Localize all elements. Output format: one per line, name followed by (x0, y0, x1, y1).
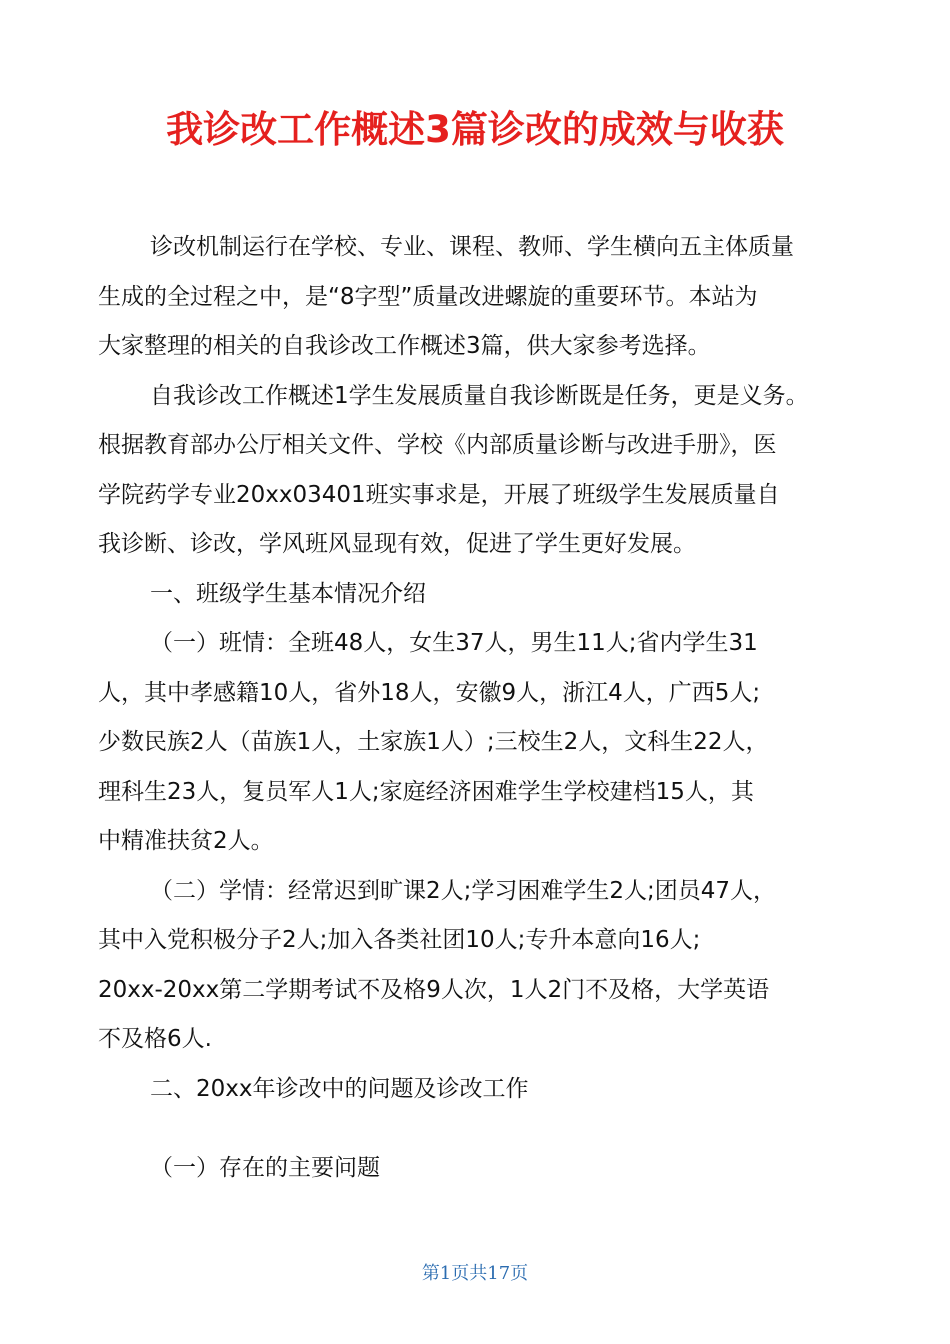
paragraph-line: 大家整理的相关的自我诊改工作概述3篇，供大家参考选择。 (98, 333, 711, 359)
document-title: 我诊改工作概述3篇诊改的成效与收获 (166, 108, 784, 151)
paragraph-line: 自我诊改工作概述1学生发展质量自我诊断既是任务，更是义务。 (150, 383, 809, 409)
paragraph-line: （一）班情：全班48人，女生37人，男生11人;省内学生31 (150, 630, 758, 656)
paragraph-line: 少数民族2人（苗族1人，土家族1人）;三校生2人，文科生22人， (98, 729, 769, 755)
paragraph-line: 人，其中孝感籍10人，省外18人，安徽9人，浙江4人，广西5人; (98, 680, 761, 706)
section-heading: 一、班级学生基本情况介绍 (150, 581, 426, 607)
paragraph-line: 生成的全过程之中，是“8字型”质量改进螺旋的重要环节。本站为 (98, 284, 758, 310)
paragraph-line: 不及格6人. (98, 1026, 212, 1052)
subsection-heading: （一）存在的主要问题 (150, 1155, 380, 1181)
paragraph-line: 20xx-20xx第二学期考试不及格9人次，1人2门不及格，大学英语 (98, 977, 770, 1003)
paragraph-line: 我诊断、诊改，学风班风显现有效，促进了学生更好发展。 (98, 531, 696, 557)
page-number-footer: 第1页共17页 (421, 1263, 529, 1284)
paragraph-line: 学院药学专业20xx03401班实事求是，开展了班级学生发展质量自 (98, 482, 780, 508)
paragraph-line: 理科生23人，复员军人1人;家庭经济困难学生学校建档15人，其 (98, 779, 754, 805)
paragraph-line: 诊改机制运行在学校、专业、课程、教师、学生横向五主体质量 (150, 234, 794, 260)
section-heading: 二、20xx年诊改中的问题及诊改工作 (150, 1076, 529, 1102)
paragraph-line: 中精准扶贫2人。 (98, 828, 274, 854)
paragraph-line: （二）学情：经常迟到旷课2人;学习困难学生2人;团员47人， (150, 878, 777, 904)
paragraph-line: 根据教育部办公厅相关文件、学校《内部质量诊断与改进手册》，医 (98, 432, 777, 458)
paragraph-line: 其中入党积极分子2人;加入各类社团10人;专升本意向16人; (98, 927, 701, 953)
